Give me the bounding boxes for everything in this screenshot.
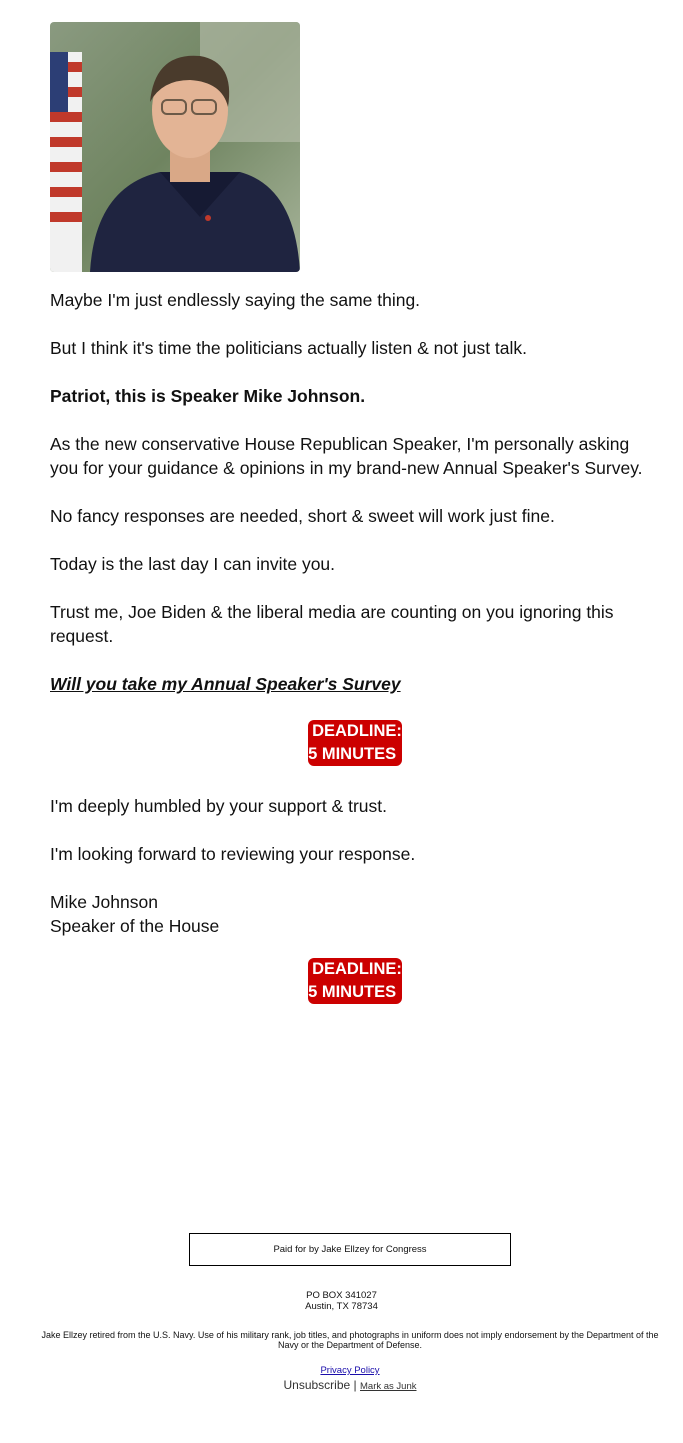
signature <box>50 890 660 938</box>
paragraph: As the new conservative House Republican Speaker, I'm personally asking you for your guidance & opinions in my brand-new Annual Speaker's Survey. <box>50 434 643 478</box>
paragraph: I'm deeply humbled by your support & trust. <box>50 796 387 816</box>
military-disclaimer: Jake Ellzey retired from the U.S. Navy. Use of his military rank, job titles, and photographs in uniform does not imply endorsement by the Department of the Navy or the Department of Defense. <box>41 1330 659 1350</box>
paragraph: Maybe I'm just endlessly saying the same thing. <box>50 290 421 310</box>
survey-link[interactable]: Will you take my Annual Speaker's Survey <box>50 674 401 694</box>
deadline-button[interactable] <box>308 720 402 766</box>
privacy-policy-link[interactable]: Privacy Policy <box>320 1365 380 1376</box>
separator: | <box>353 1378 357 1392</box>
deadline-label: DEADLINE: <box>312 960 402 978</box>
deadline-time: 5 MINUTES <box>308 745 397 763</box>
footer-links <box>0 1365 683 1394</box>
deadline-button-bottom[interactable] <box>308 958 402 1004</box>
signature-title: Speaker of the House <box>50 916 220 936</box>
paid-for-disclaimer: Paid for by Jake Ellzey for Congress <box>189 1233 511 1266</box>
mark-as-junk-link[interactable]: Mark as Junk <box>360 1381 417 1392</box>
signature-name: Mike Johnson <box>50 892 158 912</box>
deadline-time: 5 MINUTES <box>308 983 397 1001</box>
speaker-photo <box>50 22 300 272</box>
email-body <box>50 288 660 1032</box>
paragraph: But I think it's time the politicians actually listen & not just talk. <box>50 338 528 358</box>
flag <box>50 52 82 272</box>
mailing-address <box>0 1290 683 1312</box>
paragraph: No fancy responses are needed, short & sweet will work just fine. <box>50 506 555 526</box>
address-line-1: PO BOX 341027 <box>306 1290 377 1301</box>
deadline-label: DEADLINE: <box>312 722 402 740</box>
paragraph: Trust me, Joe Biden & the liberal media are counting on you ignoring this request. <box>50 602 614 646</box>
greeting: Patriot, this is Speaker Mike Johnson. <box>50 386 366 406</box>
paragraph: Today is the last day I can invite you. <box>50 554 336 574</box>
paragraph: I'm looking forward to reviewing your response. <box>50 844 416 864</box>
address-line-2: Austin, TX 78734 <box>305 1301 378 1312</box>
unsubscribe-link[interactable]: Unsubscribe <box>283 1378 351 1392</box>
